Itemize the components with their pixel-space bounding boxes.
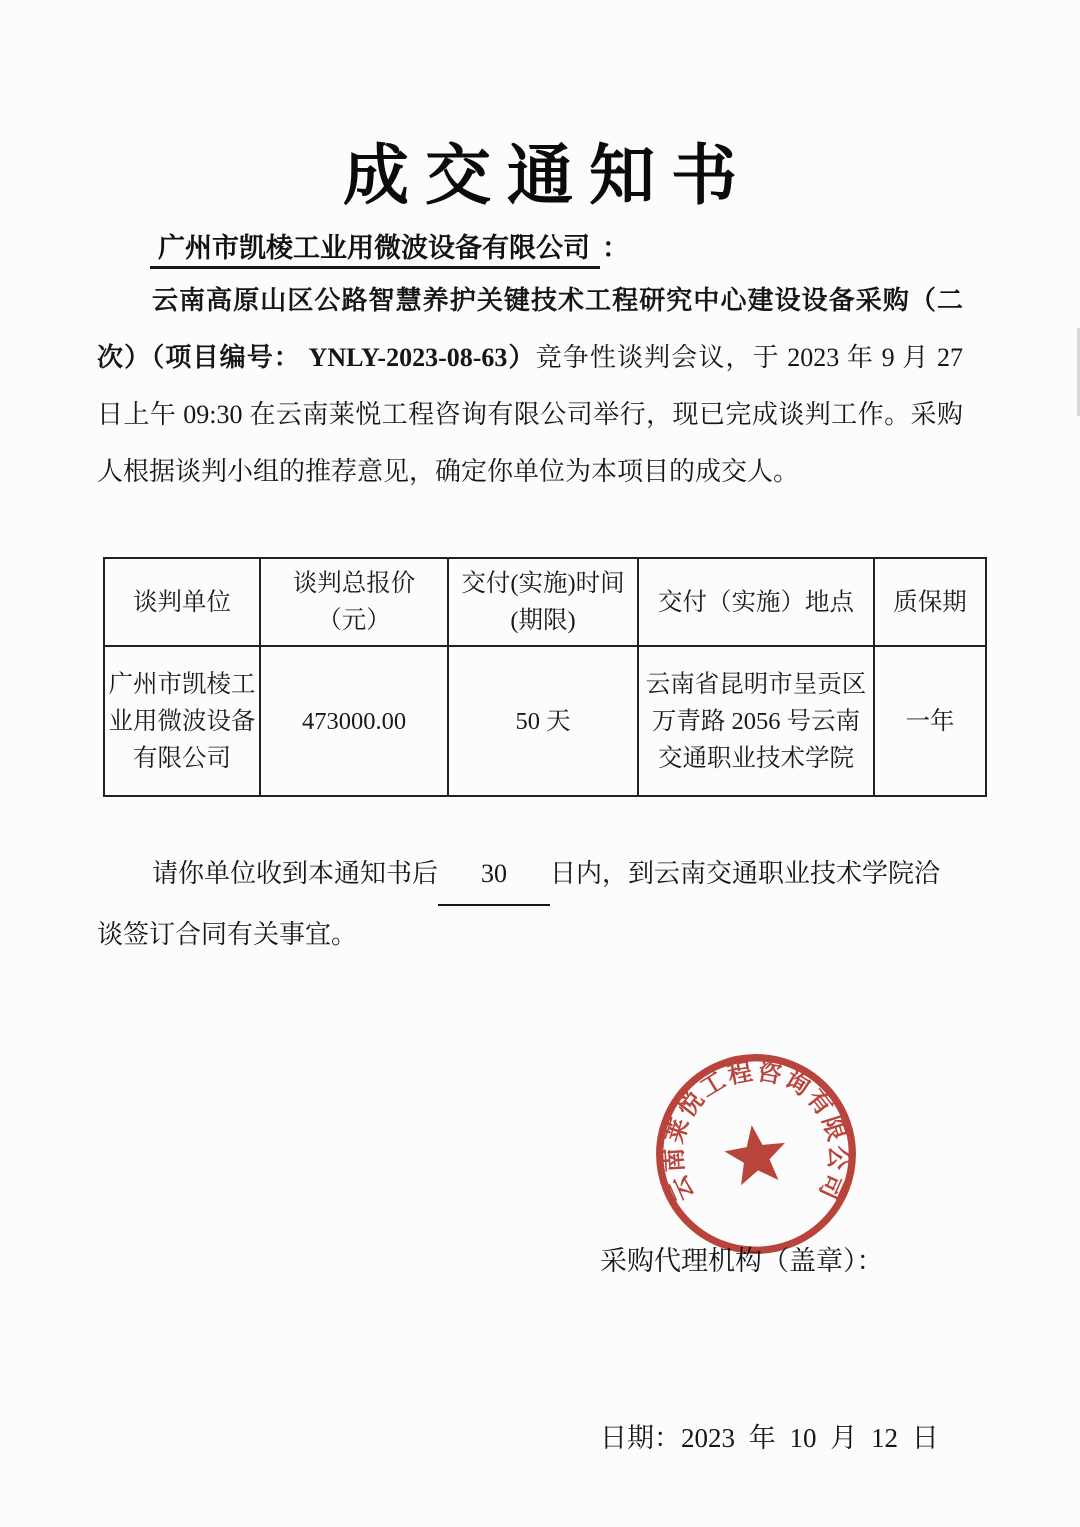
notice-paragraph [97,272,963,500]
cell-warranty: 一年 [874,646,986,796]
cell-delivery-place: 云南省昆明市呈贡区万青路 2056 号云南交通职业技术学院 [638,646,874,796]
company-seal-stamp [649,1046,863,1262]
header-delivery-place: 交付（实施）地点 [638,558,874,646]
agency-seal-line: 采购代理机构（盖章）： [600,1246,884,1276]
cell-negotiation-unit: 广州市凯棱工业用微波设备有限公司 [104,646,260,796]
page-title: 成交通知书 [343,140,753,213]
notice-body-text: 竞争性谈判会议，于 2023 年 9 月 27 日上午 09:30 在云南莱悦工程咨询有限公司举行，现已完成谈判工作。采购人根据谈判小组的推荐意见，确定你单位为本项目的成交人。 [97,343,963,486]
days-blank-value: 30 [438,845,550,906]
header-delivery-time: 交付(实施)时间(期限) [448,558,638,646]
instruction-paragraph [97,845,963,963]
cell-total-price: 473000.00 [260,646,448,796]
table-row [104,646,986,796]
addressee-colon: ： [602,233,629,263]
cell-delivery-time: 50 天 [448,646,638,796]
instruction-before-blank: 请你单位收到本通知书后 [152,859,439,888]
addressee-company: 广州市凯棱工业用微波设备有限公司 [150,233,600,269]
header-warranty: 质保期 [874,558,986,646]
seal-company-textpath: 云南莱悦工程咨询有限公司 [660,1058,852,1206]
instruction-after-blank: 日内，到云南交通职业技术学院洽谈签订合同有关事宜。 [97,859,941,949]
project-title-bold: 云南高原山区公路智慧养护关键技术工程研究中心建设设备采购（二次）（项目编号： YNLY-2023-08-63） [97,286,963,372]
date-line: 日期：2023 年 10 月 12 日 [600,1423,939,1453]
seal-star-icon [721,1121,790,1187]
table-header-row [104,558,986,646]
addressee-line [150,226,629,265]
award-table [103,557,987,797]
header-negotiation-unit: 谈判单位 [104,558,260,646]
header-total-price: 谈判总报价（元） [260,558,448,646]
